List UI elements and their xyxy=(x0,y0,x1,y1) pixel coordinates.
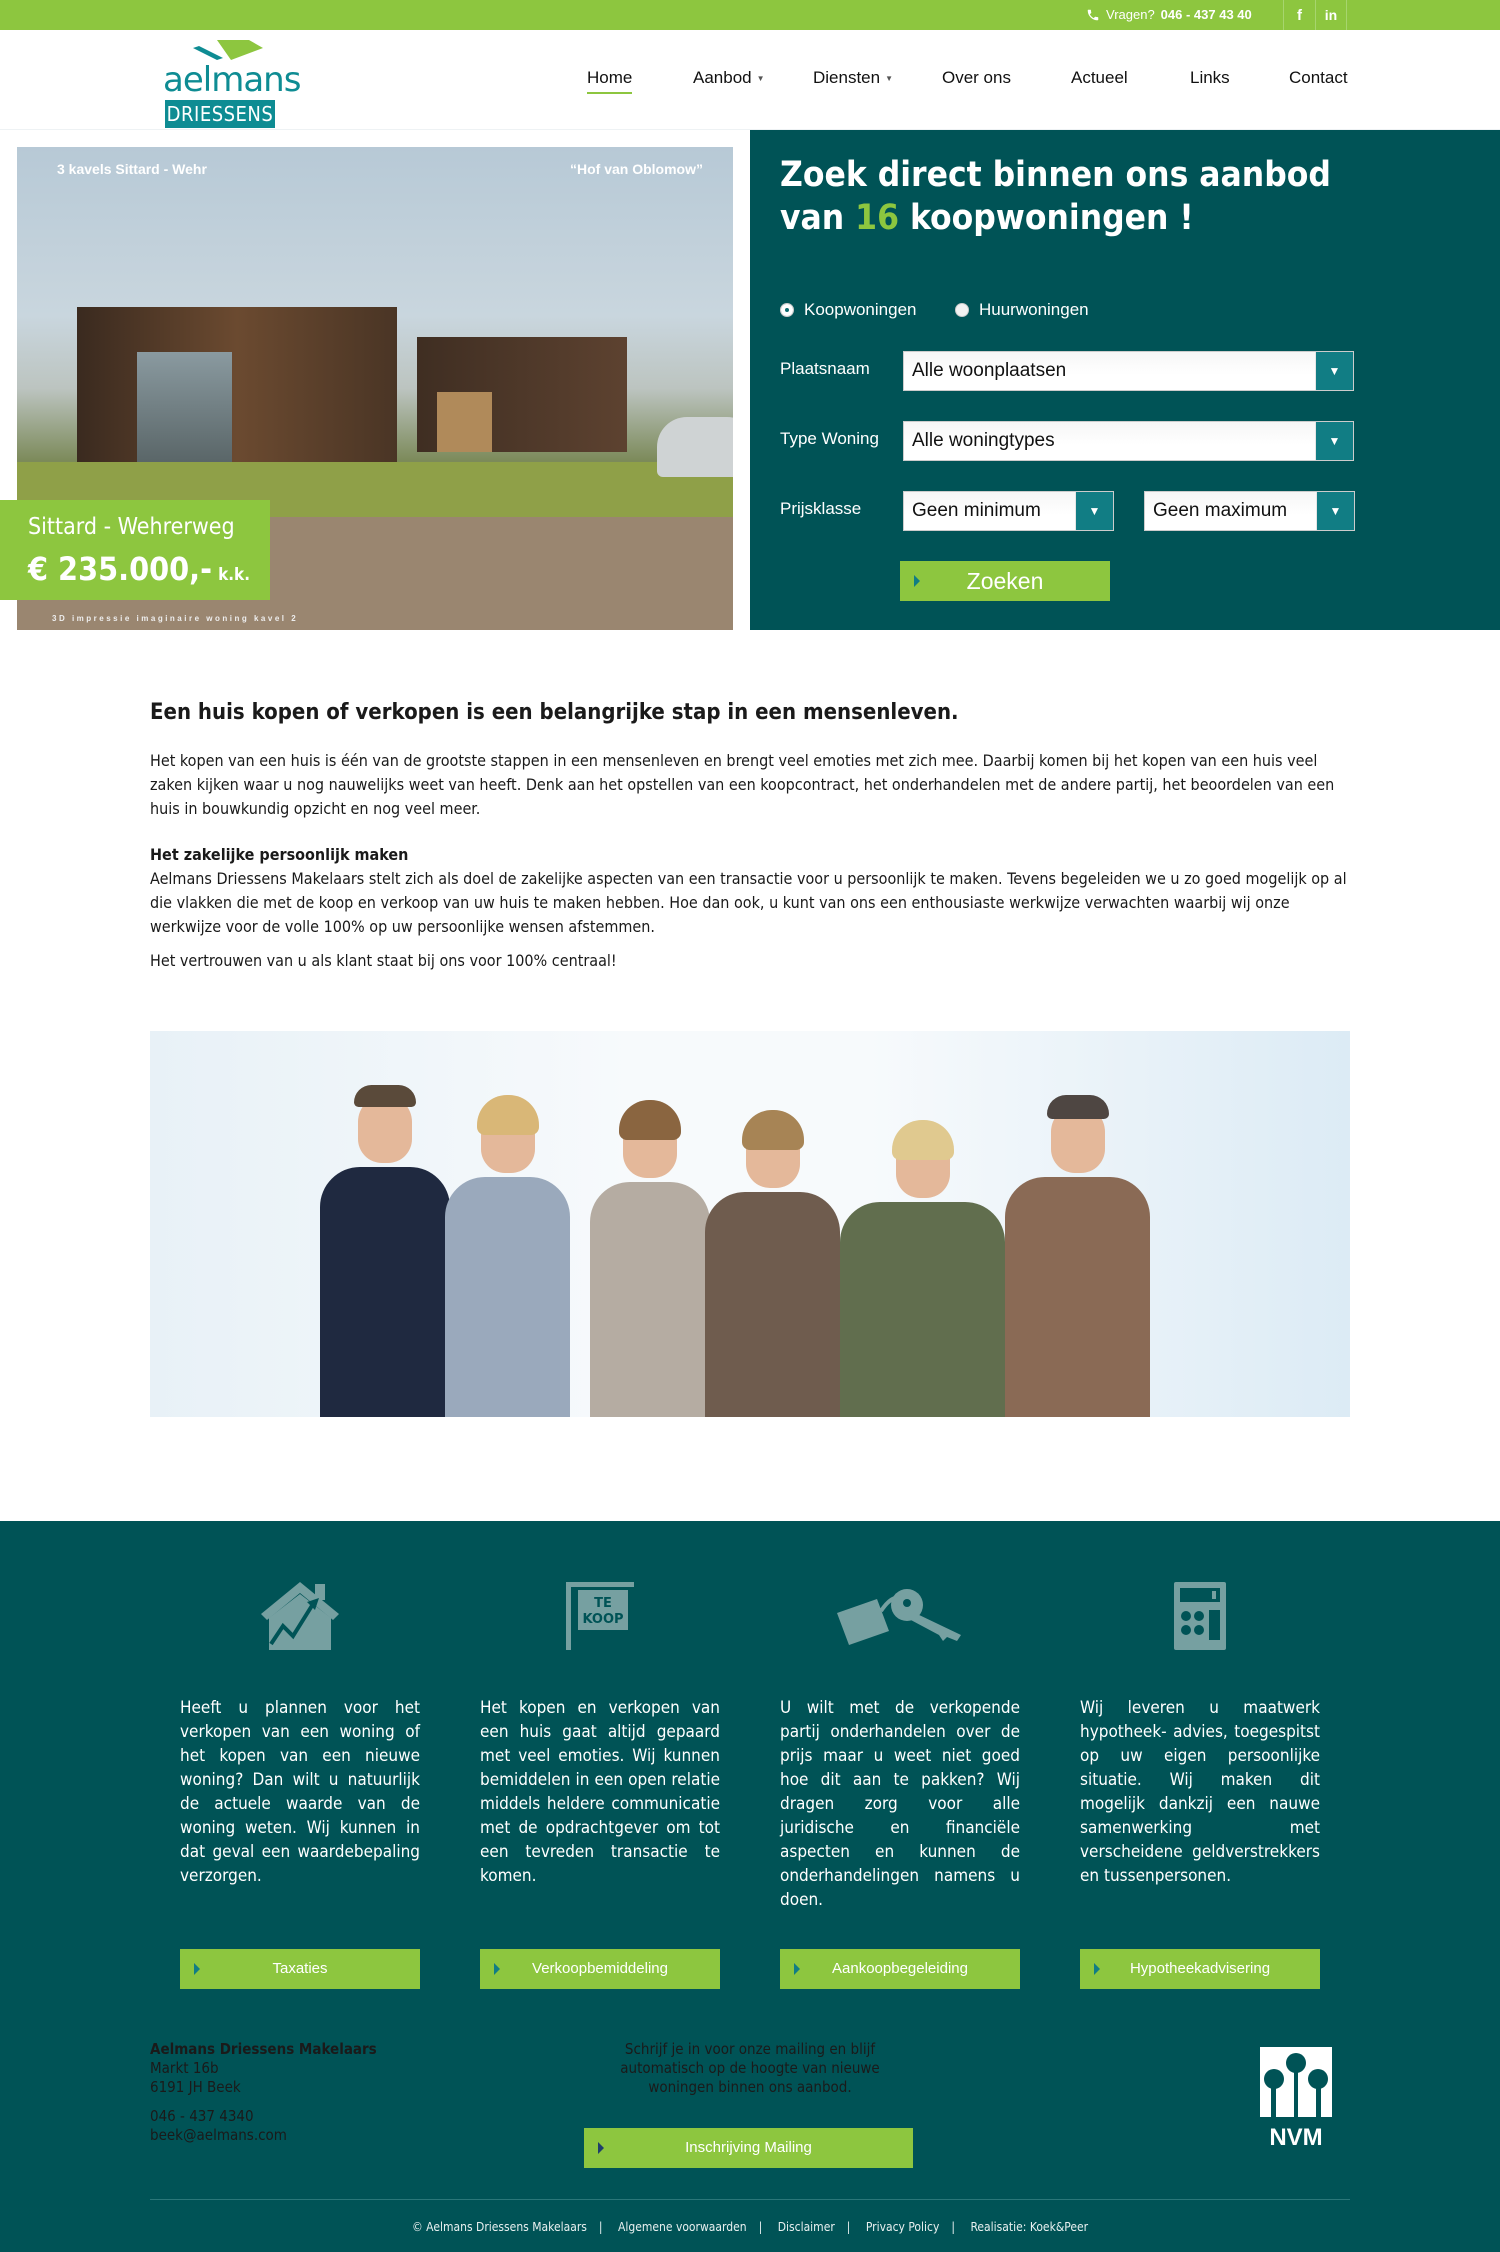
nav-label: Contact xyxy=(1289,68,1348,87)
nav-label: Aanbod xyxy=(693,68,752,87)
title-line1: Zoek direct binnen ons aanbod xyxy=(780,155,1331,195)
footer-mailing xyxy=(590,2040,910,2097)
separator: | xyxy=(951,2220,955,2234)
nav-label: Actueel xyxy=(1071,68,1128,87)
listing-count: 16 xyxy=(855,198,899,238)
logo-box: DRIESSENS xyxy=(166,102,274,126)
car xyxy=(657,417,733,477)
aankoopbegeleiding-button[interactable] xyxy=(780,1949,1020,1989)
image-caption-left: 3 kavels Sittard - Wehr xyxy=(57,161,207,177)
service-verkoopbemiddeling xyxy=(480,1571,720,1977)
select-value: Alle woonplaatsen xyxy=(912,360,1067,381)
garage-door xyxy=(437,392,492,452)
nav-actueel[interactable] xyxy=(1071,68,1128,88)
contact-phone[interactable] xyxy=(1086,7,1252,22)
house-render xyxy=(77,307,397,462)
caret-down-icon: ▼ xyxy=(885,73,894,83)
separator: | xyxy=(758,2220,763,2234)
key-tag-icon xyxy=(780,1571,1020,1661)
button-label: Taxaties xyxy=(272,1960,328,1977)
prijs-min-select[interactable] xyxy=(903,491,1114,531)
image-caption-right: “Hof van Oblomow” xyxy=(570,161,703,177)
price-suffix: k.k. xyxy=(218,565,251,585)
service-text: Het kopen en verkopen van een huis gaat altijd gepaard met veel emoties. Wij kunnen bemiddelen in een open relatie middels heldere communicatie met de opdrachtgever om tot een tevreden transactie te komen. xyxy=(480,1698,720,1886)
image-caption-bottom: 3D impressie imaginaire woning kavel 2 xyxy=(52,614,299,623)
radio-label: Koopwoningen xyxy=(804,300,917,319)
search-panel xyxy=(750,130,1500,630)
nav-over-ons[interactable] xyxy=(942,68,1011,88)
te-koop-sign-icon xyxy=(480,1571,720,1661)
nav-label: Over ons xyxy=(942,68,1011,87)
nav-links[interactable] xyxy=(1190,68,1230,88)
select-value: Alle woningtypes xyxy=(912,430,1055,451)
mailing-text: Schrijf je in voor onze mailing en blijf automatisch op de hoogte van nieuwe woningen binnen ons aanbod. xyxy=(620,2040,880,2096)
type-woning-label: Type Woning xyxy=(780,429,879,448)
type-woning-select[interactable] xyxy=(903,421,1354,461)
intro-subheading: Het zakelijke persoonlijk maken xyxy=(150,845,409,864)
verkoopbemiddeling-button[interactable] xyxy=(480,1949,720,1989)
footer-city: 6191 JH Beek xyxy=(150,2078,241,2096)
button-label: Hypotheekadvisering xyxy=(1129,1960,1271,1977)
separator: | xyxy=(598,2220,603,2234)
arrow-right-icon xyxy=(1094,1963,1100,1975)
nvm-logo[interactable] xyxy=(1258,2045,1334,2150)
arrow-right-icon xyxy=(914,575,920,587)
house-chart-icon xyxy=(180,1571,420,1661)
property-location: Sittard - Wehrerweg xyxy=(28,514,235,540)
select-value: Geen minimum xyxy=(912,500,1041,521)
privacy-link[interactable]: Privacy Policy xyxy=(865,2220,940,2234)
arrow-right-icon xyxy=(598,2142,604,2154)
calculator-icon xyxy=(1080,1571,1320,1661)
separator: | xyxy=(846,2220,851,2234)
mailing-signup-button[interactable] xyxy=(584,2128,913,2168)
team-member xyxy=(1005,1177,1150,1417)
search-title xyxy=(780,154,1331,240)
service-text: Wij leveren u maatwerk hypotheek- advies, toegespitst op uw eigen persoonlijke situatie. Wij maken dit mogelijk dankzij een nauwe samenwerking met verscheidene geldverstrekkers en tussenpersonen. xyxy=(1080,1698,1320,1886)
radio-unchecked-icon xyxy=(955,303,969,317)
intro-paragraph-3: Het vertrouwen van u als klant staat bij ons voor 100% centraal! xyxy=(150,951,617,970)
footer-email[interactable]: beek@aelmans.com xyxy=(150,2126,287,2144)
nvm-logo-icon xyxy=(1258,2045,1334,2150)
phone-number: 046 - 437 43 40 xyxy=(1160,7,1252,22)
intro-paragraph-1: Het kopen van een huis is één van de grootste stappen in een mensenleven en brengt veel emoties met zich mee. Daarbij komen bij het kopen van een huis veel zaken kijken waar u nog nauwelijks weet van heeft. Denk aan het opstellen van een koopcontract, het onderhandelen met de andere partij, het beoordelen van een huis in bouwkundig opzicht en nog veel meer. xyxy=(150,751,1335,818)
hypotheekadvisering-button[interactable] xyxy=(1080,1949,1320,1989)
question-label: Vragen? xyxy=(1106,7,1155,22)
service-text: U wilt met de verkopende partij onderhandelen over de prijs maar u weet niet goed hoe dit aan te pakken? Wij dragen zorg voor alle juridische en financiële aspecten en kunnen de onderhandelingen namens u doen. xyxy=(780,1698,1020,1910)
hair xyxy=(619,1100,681,1140)
site-header xyxy=(0,30,1500,130)
logo[interactable] xyxy=(163,40,301,126)
arrow-right-icon xyxy=(194,1963,200,1975)
facebook-icon[interactable]: f xyxy=(1283,0,1315,30)
radio-huurwoningen[interactable] xyxy=(955,300,1089,320)
button-label: Verkoopbemiddeling xyxy=(532,1960,668,1977)
caret-down-icon: ▼ xyxy=(756,73,765,83)
top-bar xyxy=(0,0,1500,30)
nav-label: Diensten xyxy=(813,68,881,87)
nav-label: Links xyxy=(1190,68,1230,87)
service-taxaties xyxy=(180,1571,420,1977)
plaatsnaam-label: Plaatsnaam xyxy=(780,359,870,378)
logo-roof-icon xyxy=(193,40,263,62)
property-price xyxy=(28,550,250,588)
nav-contact[interactable] xyxy=(1289,68,1348,88)
title-pre: van xyxy=(780,198,845,238)
chevron-down-icon: ▼ xyxy=(1316,492,1354,530)
prijsklasse-label: Prijsklasse xyxy=(780,499,862,518)
radio-koopwoningen[interactable] xyxy=(780,300,916,320)
prijs-max-select[interactable] xyxy=(1144,491,1355,531)
legal-bar xyxy=(0,2220,1500,2234)
house-window xyxy=(137,352,232,462)
team-member xyxy=(590,1182,710,1417)
intro-paragraph-2 xyxy=(150,843,1350,939)
radio-checked-icon xyxy=(780,303,794,317)
chevron-down-icon: ▼ xyxy=(1075,492,1113,530)
service-aankoopbegeleiding xyxy=(780,1571,1020,1977)
footer-street: Markt 16b xyxy=(150,2059,219,2077)
svg-text:TE: TE xyxy=(594,1596,612,1611)
copyright: © Aelmans Driessens Makelaars xyxy=(411,2220,587,2234)
featured-price-box[interactable] xyxy=(0,500,270,600)
team-member xyxy=(320,1167,450,1417)
svg-text:NVM: NVM xyxy=(1269,2124,1323,2150)
arrow-right-icon xyxy=(794,1963,800,1975)
credit-link[interactable]: Realisatie: Koek&Peer xyxy=(970,2220,1089,2234)
footer-phone[interactable]: 046 - 437 4340 xyxy=(150,2107,254,2125)
hair xyxy=(354,1085,416,1107)
footer-divider xyxy=(150,2199,1350,2200)
team-member xyxy=(445,1177,570,1417)
team-photo xyxy=(150,1031,1350,1417)
nav-diensten[interactable] xyxy=(813,68,893,88)
nav-aanbod[interactable] xyxy=(693,68,765,88)
button-label: Aankoopbegeleiding xyxy=(832,1960,968,1977)
logo-word: aelmans xyxy=(163,60,301,100)
price-value: € 235.000,- xyxy=(28,550,213,588)
service-hypotheekadvisering xyxy=(1080,1571,1320,1977)
button-label: Inschrijving Mailing xyxy=(685,2139,812,2156)
nav-home[interactable] xyxy=(587,68,632,94)
plaatsnaam-select[interactable] xyxy=(903,351,1354,391)
taxaties-button[interactable] xyxy=(180,1949,420,1989)
hair xyxy=(742,1110,804,1150)
nav-label: Home xyxy=(587,68,633,87)
paragraph-text: Aelmans Driessens Makelaars stelt zich als doel de zakelijke aspecten van een transactie voor u persoonlijk te maken. Tevens begeleiden we u zo goed mogelijk op al die vlakken die met de koop en verkoop van uw huis te maken hebben. Hoe dan ook, u kunt van ons een enthousiaste werkwijze verwachten waarbij wij onze werkwijze voor de volle 100% op uw persoonlijke wensen afstemmen. xyxy=(150,869,1347,936)
service-text: Heeft u plannen voor het verkopen van een woning of het kopen van een nieuwe woning? Dan wilt u natuurlijk de actuele waarde van de woning weten. Wij kunnen in dat geval een waardebepaling verzorgen. xyxy=(180,1698,420,1886)
button-label: Zoeken xyxy=(966,568,1044,594)
intro-heading: Een huis kopen of verkopen is een belangrijke stap in een mensenleven. xyxy=(150,700,959,725)
linkedin-icon[interactable]: in xyxy=(1315,0,1347,30)
team-member xyxy=(705,1192,840,1417)
select-value: Geen maximum xyxy=(1153,500,1288,521)
title-post: koopwoningen ! xyxy=(909,198,1194,238)
radio-label: Huurwoningen xyxy=(979,300,1089,319)
chevron-down-icon: ▼ xyxy=(1315,352,1353,390)
chevron-down-icon: ▼ xyxy=(1315,422,1353,460)
phone-icon xyxy=(1086,8,1100,22)
hair xyxy=(1047,1095,1109,1119)
footer-company: Aelmans Driessens Makelaars xyxy=(150,2040,377,2058)
intro-content xyxy=(150,700,1350,985)
svg-text:KOOP: KOOP xyxy=(582,1612,624,1627)
footer-address xyxy=(150,2040,377,2145)
arrow-right-icon xyxy=(494,1963,500,1975)
search-submit-button[interactable] xyxy=(900,561,1110,601)
terms-link[interactable]: Algemene voorwaarden xyxy=(617,2220,747,2234)
team-member xyxy=(840,1202,1005,1417)
disclaimer-link[interactable]: Disclaimer xyxy=(777,2220,835,2234)
hair xyxy=(477,1095,539,1135)
hair xyxy=(892,1120,954,1160)
